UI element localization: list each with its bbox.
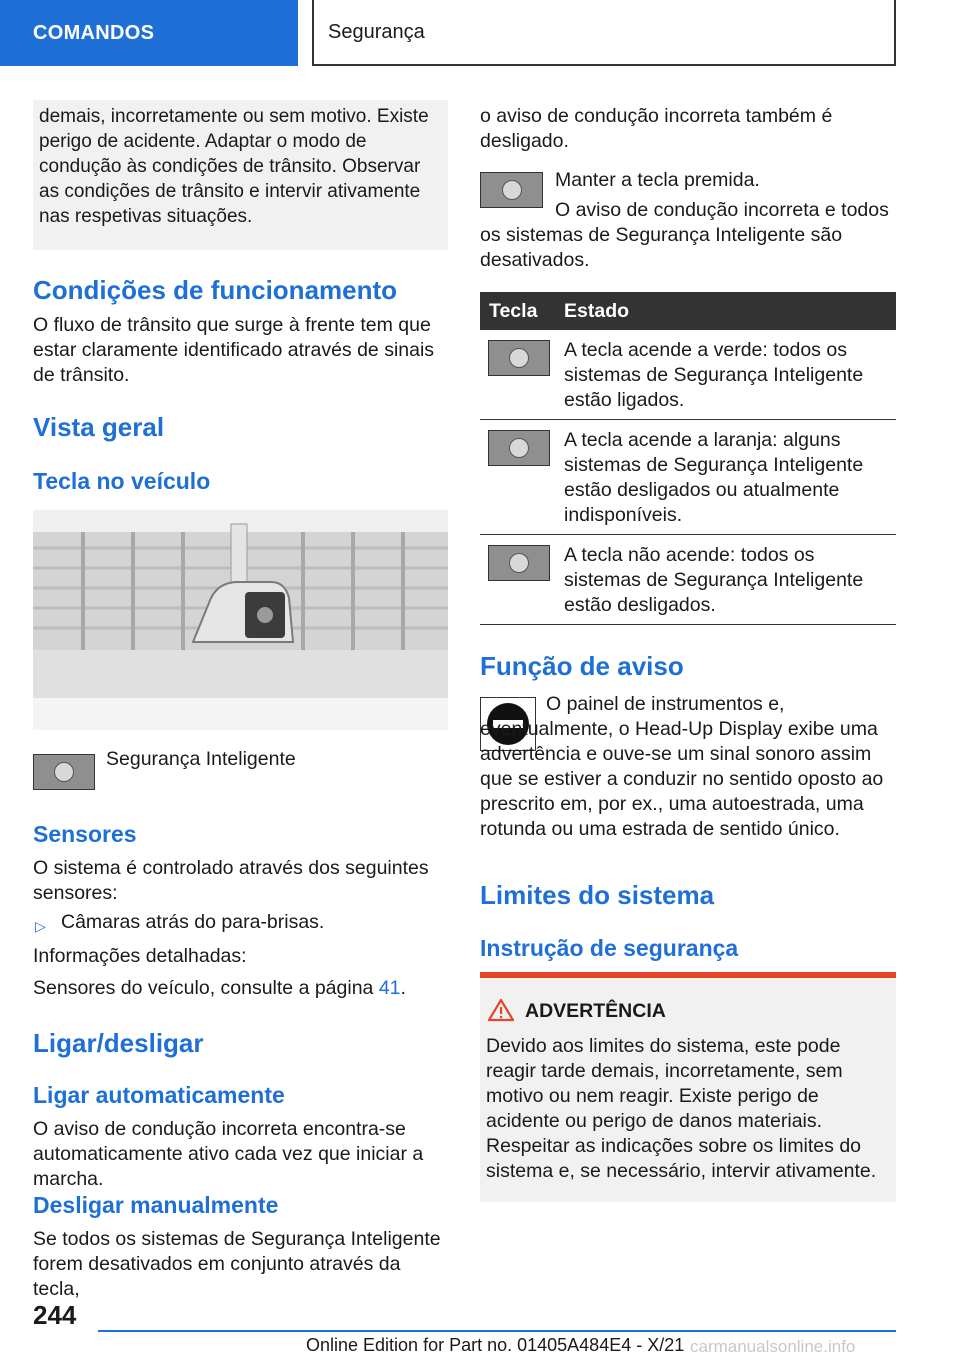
period: . bbox=[400, 977, 406, 999]
chapter-tab: COMANDOS bbox=[0, 0, 298, 66]
text-warning-function bbox=[480, 692, 896, 842]
heading-auto-on: Ligar automaticamente bbox=[33, 1082, 285, 1108]
safety-button-icon bbox=[509, 553, 529, 573]
text-hold: Manter a tecla premida. bbox=[555, 169, 760, 191]
text-sensors-ref bbox=[33, 976, 448, 1001]
footer-edition: Online Edition for Part no. 01405A484E4 - X/21 bbox=[306, 1335, 685, 1355]
key-icon-intelligent-safety bbox=[33, 754, 95, 790]
row-divider bbox=[480, 624, 896, 625]
heading-key: Tecla no veículo bbox=[33, 468, 211, 494]
heading-safety-instruction: Instrução de segurança bbox=[480, 935, 739, 961]
text-sensors: O sistema é controlado através dos seguintes sensores: bbox=[33, 857, 429, 904]
table-row bbox=[480, 330, 896, 420]
heading-overview: Vista geral bbox=[33, 412, 165, 442]
row-state-text: A tecla acende a verde: todos os sistemas de Segurança Inteligente estão ligados. bbox=[564, 339, 864, 411]
page-title: Segurança bbox=[312, 0, 896, 66]
text-conditions: O fluxo de trânsito que surge à frente tem que estar claramente identificado através de sinais de trânsito. bbox=[33, 314, 435, 386]
heading-onoff: Ligar/desligar bbox=[33, 1028, 204, 1058]
heading-conditions: Condições de funcionamento bbox=[33, 275, 398, 305]
key-icon-off bbox=[488, 545, 550, 581]
col-header-state: Estado bbox=[564, 300, 630, 322]
warning-text: Devido aos limites do sistema, este pode reagir tarde demais, incorretamente, sem motivo ou nem reagir. Existe perigo de acidente ou perigo de danos materiais. Respeitar as indicações sobre os limites do sistema e, se necessário, intervir ativamente. bbox=[486, 1035, 877, 1182]
intro-box bbox=[33, 100, 448, 250]
text-all-off: O aviso de condução incorreta e todos os sistemas de Segurança Inteligente são desativados. bbox=[480, 199, 889, 271]
page-number: 244 bbox=[33, 1300, 77, 1330]
warning-bar bbox=[480, 972, 896, 978]
table-row bbox=[480, 420, 896, 535]
safety-button-icon bbox=[509, 348, 529, 368]
watermark: carmanualsonline.info bbox=[690, 1337, 856, 1356]
footer-line bbox=[98, 1330, 896, 1332]
col-header-key: Tecla bbox=[489, 300, 538, 322]
row-state-text: A tecla não acende: todos os sistemas de Segurança Inteligente estão desligados. bbox=[564, 544, 864, 616]
heading-warning-function: Função de aviso bbox=[480, 651, 684, 681]
bullet-text: Câmaras atrás do para-brisas. bbox=[61, 911, 325, 933]
intro-text: demais, incorretamente ou sem motivo. Existe perigo de acidente. Adaptar o modo de condução às condições de trânsito. Observar as condições de trânsito e intervir ativamente nas respetivas situações. bbox=[39, 106, 429, 227]
caption-key: Segurança Inteligente bbox=[106, 748, 296, 770]
row-state-text: A tecla acende a laranja: alguns sistemas de Segurança Inteligente estão desligados ou atualmente indisponíveis. bbox=[564, 429, 864, 526]
page-ref-link[interactable]: 41 bbox=[378, 977, 401, 999]
warning-box bbox=[480, 972, 896, 1202]
safety-button-icon bbox=[509, 438, 529, 458]
key-icon-green bbox=[488, 340, 550, 376]
safety-button-icon bbox=[502, 180, 522, 200]
heading-limits: Limites do sistema bbox=[480, 880, 715, 910]
safety-button-icon bbox=[54, 762, 74, 782]
text-manual-off: Se todos os sistemas de Segurança Inteligente forem desativados em conjunto através da tecla, bbox=[33, 1228, 441, 1300]
warning-title: ADVERTÊNCIA bbox=[525, 1000, 666, 1022]
key-icon-orange bbox=[488, 430, 550, 466]
vent-grille-illustration bbox=[33, 510, 448, 730]
text-details: Informações detalhadas: bbox=[33, 945, 247, 967]
text-continuation: o aviso de condução incorreta também é desligado. bbox=[480, 105, 833, 152]
table-row bbox=[480, 535, 896, 625]
heading-sensors: Sensores bbox=[33, 821, 137, 847]
heading-manual-off: Desligar manualmente bbox=[33, 1192, 279, 1218]
warning-triangle-icon bbox=[488, 998, 514, 1027]
sensors-ref-label: Sensores do veículo, consulte a página bbox=[33, 977, 374, 999]
vehicle-key-photo bbox=[33, 510, 448, 730]
bullet-triangle-icon: ▷ bbox=[35, 918, 46, 934]
warning-function-text: O painel de instrumentos e, eventualmente, o Head-Up Display exibe uma advertência e ouve-se um sinal sonoro assim que se estiver a conduzir no sentido oposto ao prescrito em, por ex., uma autoestrada, uma rotunda ou uma estrada de sentido único. bbox=[480, 693, 884, 840]
table-header bbox=[480, 292, 896, 330]
text-auto-on: O aviso de condução incorreta encontra-se automaticamente ativo cada vez que iniciar a marcha. bbox=[33, 1118, 424, 1190]
